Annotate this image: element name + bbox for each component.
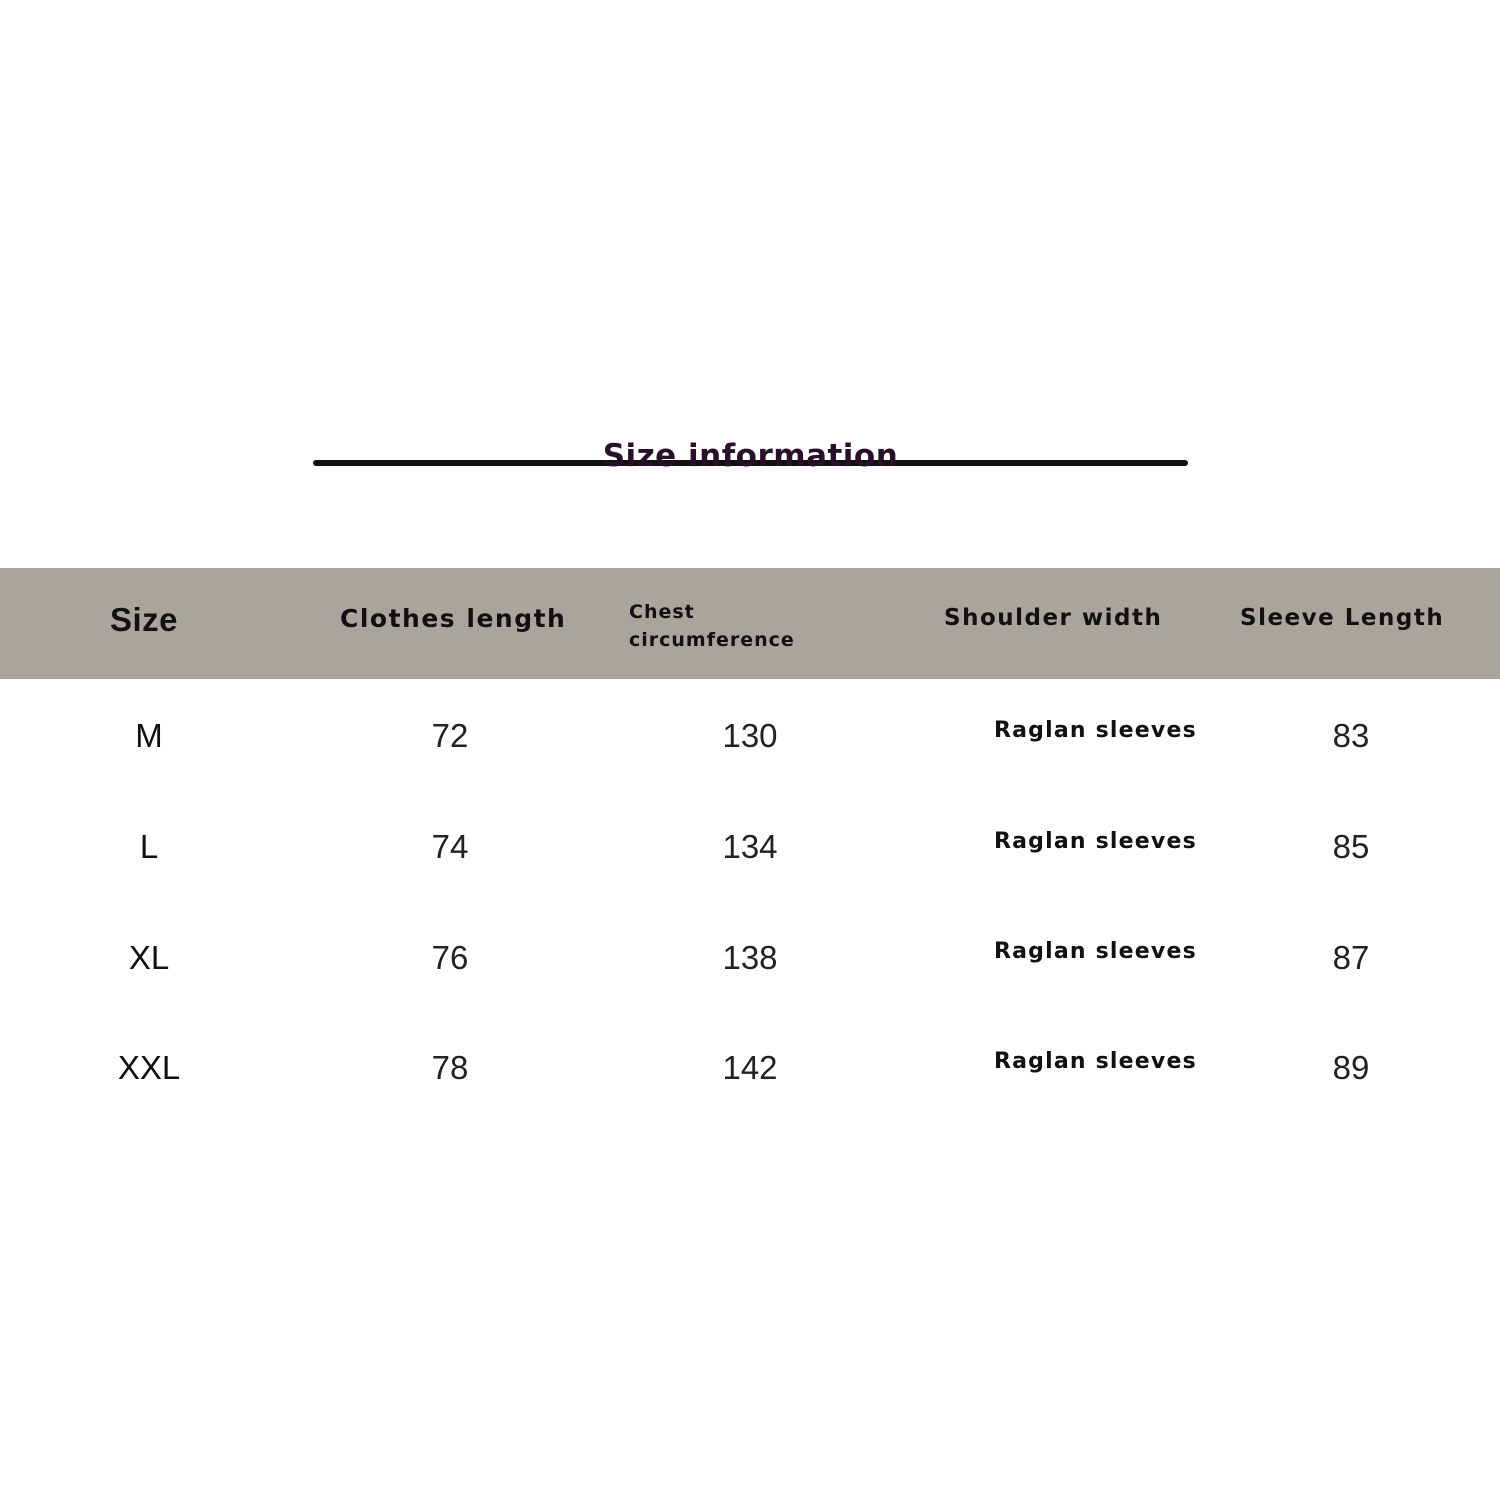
row-shoulder: Raglan sleeves <box>994 829 1197 854</box>
row-shoulder: Raglan sleeves <box>994 1049 1197 1074</box>
row-clothes-length: 78 <box>431 1049 469 1086</box>
row-sleeve: 87 <box>1332 939 1370 976</box>
header-size: Size <box>110 601 179 638</box>
size-information-title <box>313 430 1188 490</box>
row-chest: 138 <box>722 939 778 976</box>
row-size: L <box>139 828 159 865</box>
header-sleeve-length: Sleeve Length <box>1240 605 1445 631</box>
row-size: XXL <box>117 1049 181 1086</box>
row-clothes-length: 74 <box>431 828 469 865</box>
header-chest-line1: Chest <box>629 601 695 623</box>
header-chest-line2: circumference <box>629 629 795 651</box>
header-clothes-length: Clothes length <box>340 604 567 633</box>
header-shoulder-width: Shoulder width <box>944 605 1163 631</box>
row-sleeve: 83 <box>1332 717 1370 754</box>
row-sleeve: 89 <box>1332 1049 1370 1086</box>
row-clothes-length: 76 <box>431 939 469 976</box>
page-title: Size information <box>602 438 899 474</box>
row-size: M <box>135 717 163 754</box>
header-chest-circumference <box>629 598 795 654</box>
row-shoulder: Raglan sleeves <box>994 718 1197 743</box>
row-shoulder: Raglan sleeves <box>994 939 1197 964</box>
row-clothes-length: 72 <box>431 717 469 754</box>
row-chest: 130 <box>722 717 778 754</box>
row-chest: 142 <box>722 1049 778 1086</box>
row-sleeve: 85 <box>1332 828 1370 865</box>
row-chest: 134 <box>722 828 778 865</box>
row-size: XL <box>128 939 170 976</box>
